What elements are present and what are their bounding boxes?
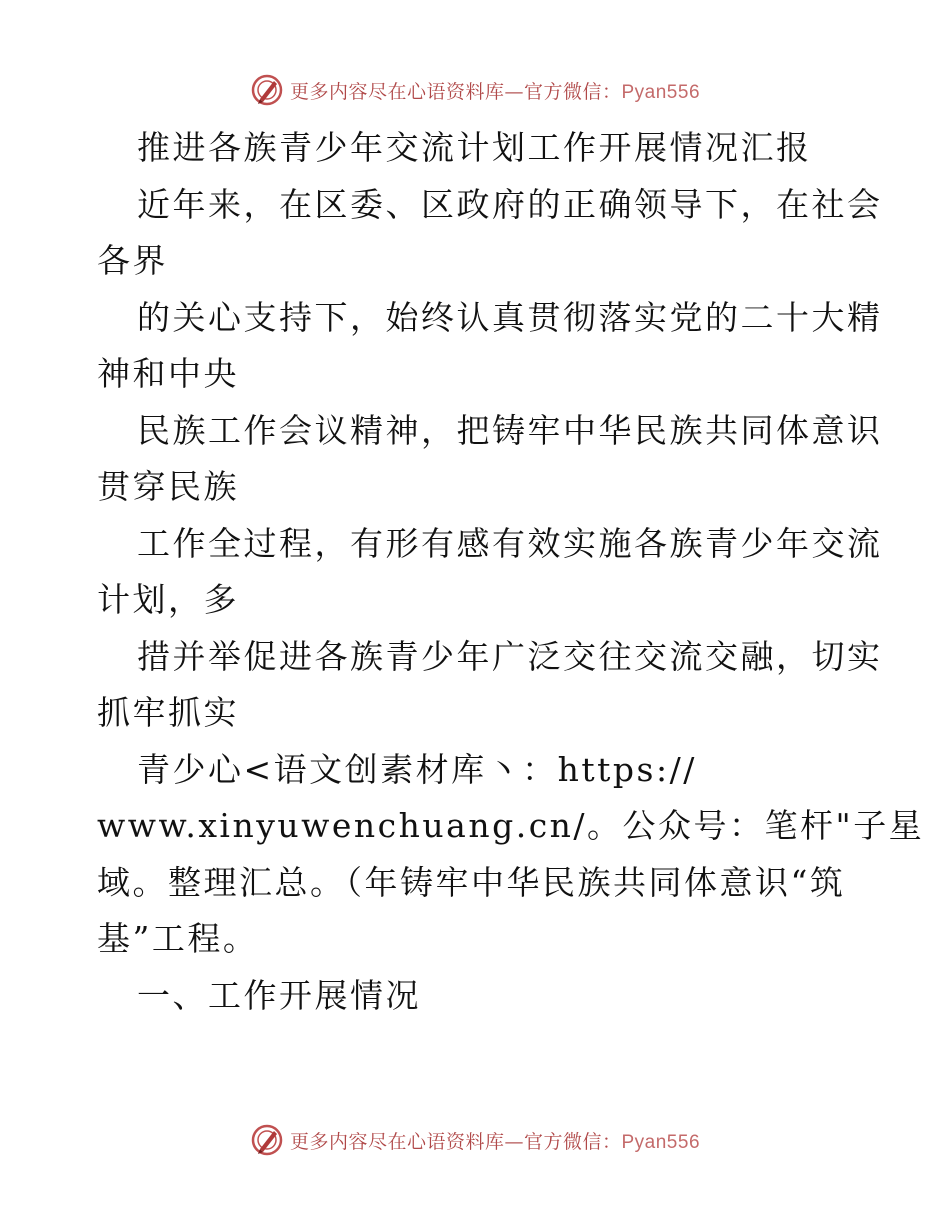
watermark-text (290, 1127, 700, 1154)
doc-line: 的关心支持下，始终认真贯彻落实党的二十大精 (137, 297, 883, 337)
doc-title: 推进各族青少年交流计划工作开展情况汇报 (137, 128, 812, 167)
doc-line: 各界 (97, 241, 168, 280)
watermark-wechat-id: Pyan556 (621, 81, 701, 103)
document-body (97, 120, 925, 1024)
watermark-official-label: 官方微信： (523, 80, 622, 103)
pen-logo-icon (250, 73, 284, 107)
doc-line-url: www.xinyuwenchuang.cn/。公众号：笔杆"子星 (97, 806, 925, 845)
doc-line: 域。整理汇总。（年铸牢中华民族共同体意识“筑 (97, 862, 846, 902)
watermark-official-label: 官方微信： (523, 1130, 622, 1153)
doc-line: 抓牢抓实 (97, 693, 239, 732)
watermark-text (290, 77, 700, 104)
watermark-separator: — (504, 1130, 524, 1153)
doc-line: 计划，多 (97, 580, 239, 619)
page-footer-watermark (0, 1120, 950, 1160)
doc-line: 民族工作会议精神，把铸牢中华民族共同体意识 (137, 410, 883, 450)
watermark-wechat-id: Pyan556 (621, 1131, 701, 1153)
pen-logo-icon (250, 1123, 284, 1157)
watermark-separator: — (504, 80, 524, 103)
doc-line: 贯穿民族 (97, 467, 239, 506)
doc-line: 措并举促进各族青少年广泛交往交流交融，切实 (137, 636, 883, 676)
doc-line: 近年来，在区委、区政府的正确领导下，在社会 (137, 184, 883, 224)
doc-line: 基”工程。 (97, 919, 259, 958)
page-header-watermark (0, 70, 950, 110)
section-heading: 一、工作开展情况 (137, 975, 421, 1015)
doc-line: 神和中央 (97, 354, 239, 393)
doc-line-url-start: 青少心<语文创素材库丶：https:// (137, 749, 697, 789)
watermark-site: 更多内容尽在心语资料库 (289, 1130, 505, 1153)
watermark-site: 更多内容尽在心语资料库 (289, 80, 505, 103)
doc-line: 工作全过程，有形有感有效实施各族青少年交流 (137, 523, 883, 563)
